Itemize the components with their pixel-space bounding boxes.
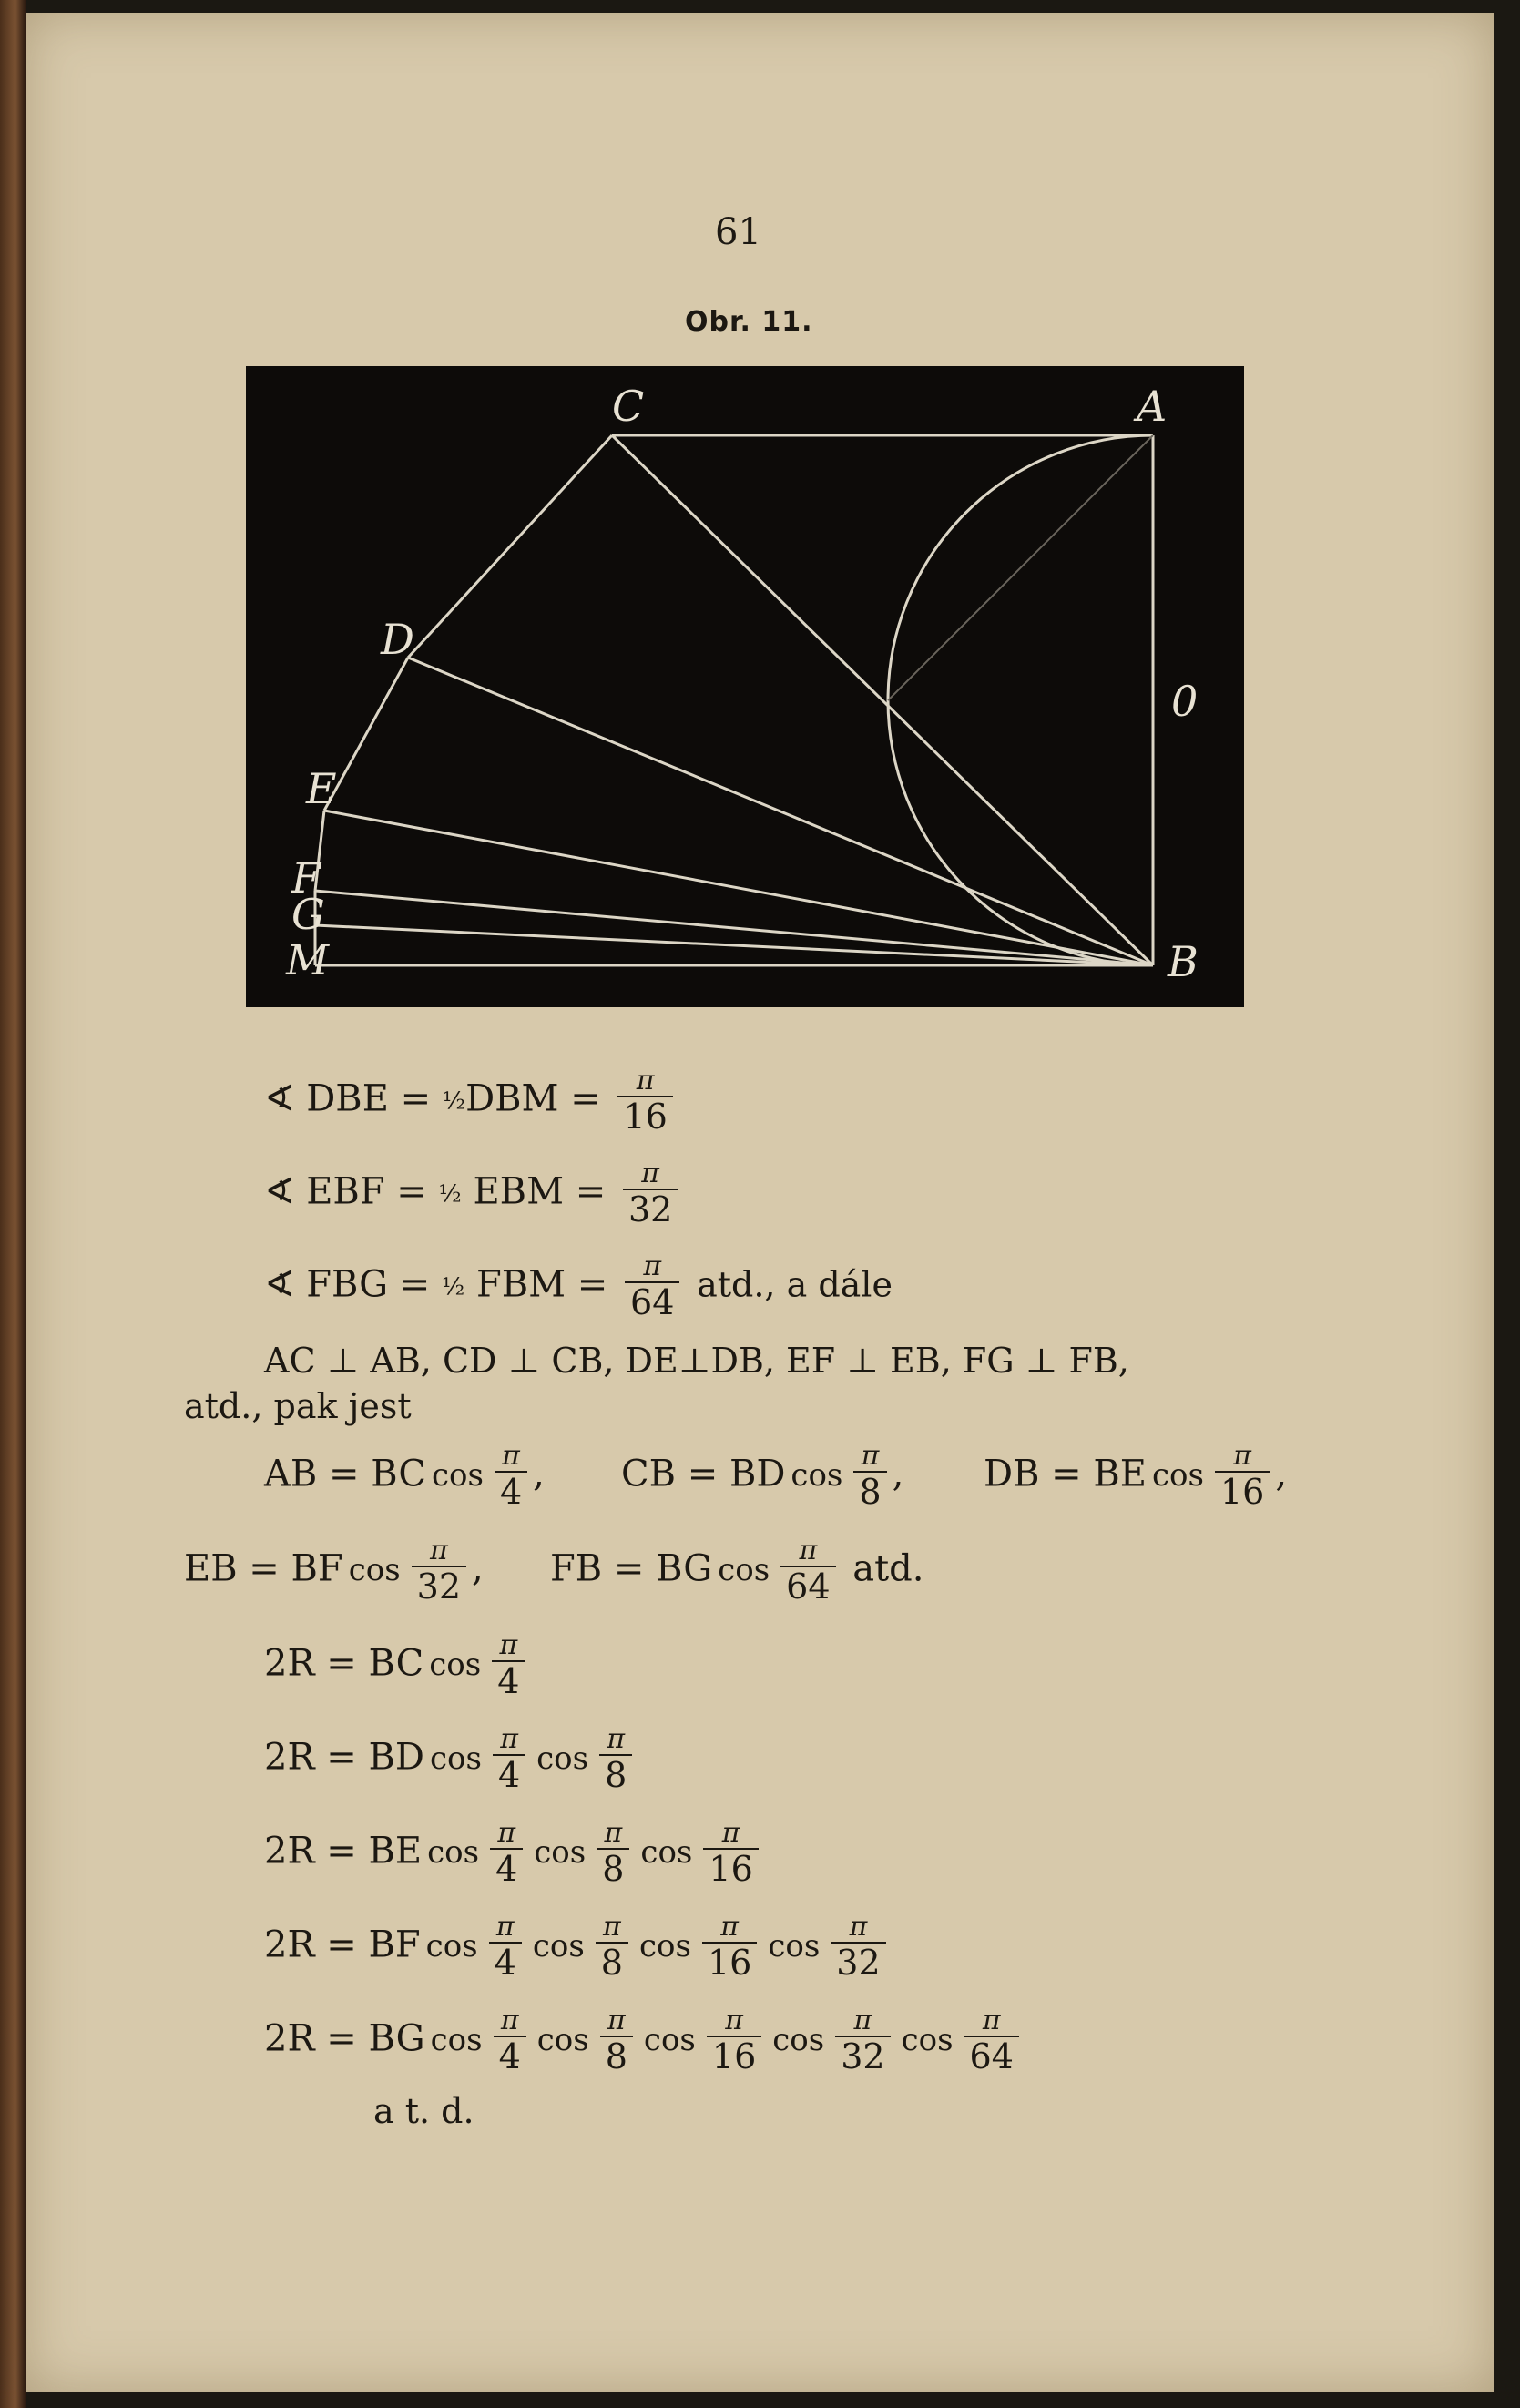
fraction: $\frac{\pi}{32}$	[831, 1912, 885, 1984]
angle-eq-dbe: ∢ DBE = ½DBM = $\frac{\pi}{16}$	[264, 1066, 678, 1138]
label-f: F	[291, 853, 321, 903]
geometry-figure	[246, 366, 1244, 1007]
cos-word: cos	[532, 1928, 585, 1965]
fraction: $\frac{\pi}{32}$	[623, 1158, 678, 1230]
fraction: $\frac{\pi}{4}$	[489, 1912, 522, 1984]
fraction: $\frac{\pi}{8}$	[853, 1441, 886, 1513]
product-row	[264, 1912, 892, 1984]
label-a: A	[1137, 382, 1168, 431]
product-row	[264, 1818, 764, 1890]
label-e: E	[306, 764, 337, 813]
book-spine	[0, 0, 26, 2408]
segment-de	[324, 658, 408, 811]
cos-word: cos	[429, 1740, 482, 1778]
fraction: $\frac{\pi}{8}$	[599, 1724, 632, 1796]
fraction: $\frac{\pi}{8}$	[597, 1818, 629, 1890]
label-b: B	[1168, 937, 1199, 986]
segment-fb	[315, 891, 1153, 965]
cos-word: cos	[638, 1928, 691, 1965]
cos-word: cos	[430, 2022, 483, 2059]
product-lhs: 2R = BG	[264, 2017, 425, 2060]
relation-eb-bf: EB = BF cos $\frac{\pi}{32}$ ,	[184, 1535, 484, 1607]
cos-word: cos	[427, 1834, 480, 1872]
product-lhs: 2R = BE	[264, 1830, 423, 1872]
product-row	[264, 2005, 1025, 2077]
figure-caption: Obr. 11.	[685, 306, 813, 338]
page-number: 61	[715, 211, 761, 253]
relation-ab-bc: AB = BC cos $\frac{\pi}{4}$ ,	[264, 1440, 545, 1512]
label-c: C	[612, 382, 645, 431]
cos-word: cos	[901, 2022, 954, 2059]
cos-word: cos	[429, 1647, 482, 1684]
fraction: $\frac{\pi}{16}$	[707, 2005, 761, 2077]
figure-svg	[246, 366, 1244, 1007]
cos-word: cos	[536, 2022, 589, 2059]
fraction: $\frac{\pi}{16}$	[702, 1912, 757, 1984]
relation-cb-bd: CB = BD cos $\frac{\pi}{8}$ ,	[621, 1440, 904, 1512]
angle-eq-ebf: ∢ EBF = ½ EBM = $\frac{\pi}{32}$	[264, 1158, 683, 1230]
cos-word: cos	[425, 1928, 478, 1965]
product-lhs: 2R = BD	[264, 1736, 424, 1779]
product-row	[264, 1724, 638, 1796]
fraction: $\frac{\pi}{16}$	[703, 1818, 758, 1890]
fraction: $\frac{\pi}{32}$	[412, 1536, 466, 1607]
product-row	[264, 1630, 530, 1702]
segment-gb	[315, 925, 1153, 965]
segment-db	[408, 658, 1153, 965]
cos-word: cos	[768, 1928, 821, 1965]
fraction: $\frac{\pi}{4}$	[492, 1630, 525, 1702]
perpendicular-continuation: atd., pak jest	[184, 1386, 412, 1426]
relation-fb-bg: FB = BG cos $\frac{\pi}{64}$ atd.	[550, 1535, 924, 1607]
segment-eb	[324, 811, 1153, 965]
segment-cd	[408, 435, 612, 658]
label-d: D	[381, 615, 414, 664]
product-lhs: 2R = BC	[264, 1642, 424, 1685]
product-lhs: 2R = BF	[264, 1923, 421, 1966]
fraction: $\frac{\pi}{4}$	[493, 1724, 525, 1796]
fraction: $\frac{\pi}{16}$	[617, 1066, 672, 1138]
fraction: $\frac{\pi}{32}$	[835, 2005, 890, 2077]
faint-diagonal	[888, 435, 1153, 700]
fraction: $\frac{\pi}{64}$	[964, 2005, 1019, 2077]
fraction: $\frac{\pi}{64}$	[780, 1536, 835, 1607]
angle-eq-fbg: ∢ FBG = ½ FBM = $\frac{\pi}{64}$ atd., a dále	[264, 1250, 893, 1322]
fraction: $\frac{\pi}{64}$	[625, 1251, 679, 1323]
segment-cb	[612, 435, 1153, 965]
cos-word: cos	[534, 1834, 587, 1872]
relation-db-be: DB = BE cos $\frac{\pi}{16}$ ,	[984, 1440, 1288, 1512]
fraction: $\frac{\pi}{16}$	[1215, 1441, 1270, 1513]
fraction: $\frac{\pi}{8}$	[596, 1912, 628, 1984]
label-o: 0	[1171, 677, 1199, 726]
fraction: $\frac{\pi}{8}$	[600, 2005, 633, 2077]
cos-word: cos	[772, 2022, 825, 2059]
label-g: G	[291, 890, 325, 939]
fraction: $\frac{\pi}{4}$	[494, 2005, 526, 2077]
label-m: M	[286, 935, 330, 985]
semicircle-arc	[888, 435, 1153, 965]
fraction: $\frac{\pi}{4}$	[495, 1441, 527, 1513]
closing-text: a t. d.	[373, 2091, 474, 2131]
fraction: $\frac{\pi}{4}$	[490, 1818, 523, 1890]
cos-word: cos	[643, 2022, 696, 2059]
perpendicular-statement: AC ⊥ AB, CD ⊥ CB, DE⊥DB, EF ⊥ EB, FG ⊥ FB,	[264, 1341, 1129, 1381]
cos-word: cos	[640, 1834, 693, 1872]
cos-word: cos	[536, 1740, 589, 1778]
